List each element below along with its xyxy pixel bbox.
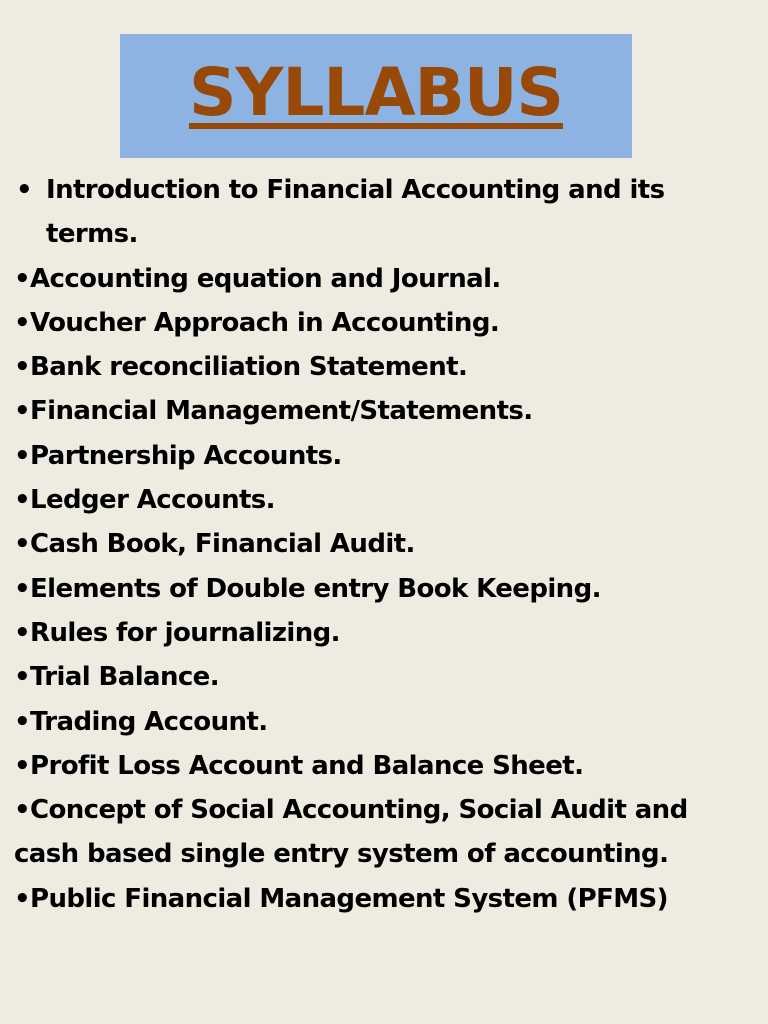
list-item-continuation: cash based single entry system of accounting.	[14, 839, 669, 870]
list-item: •Ledger Accounts.	[14, 485, 275, 516]
list-item: •Financial Management/Statements.	[14, 396, 533, 427]
list-item: •Bank reconciliation Statement.	[14, 352, 468, 383]
list-item: •Cash Book, Financial Audit.	[14, 529, 415, 560]
list-item: •Accounting equation and Journal.	[14, 263, 501, 294]
list-item	[14, 168, 758, 257]
list-item: •Profit Loss Account and Balance Sheet.	[14, 750, 584, 781]
list-item: •Concept of Social Accounting, Social Audit and	[14, 795, 688, 826]
list-item: •Rules for journalizing.	[14, 617, 340, 648]
list-item: •Public Financial Management System (PFMS)	[14, 883, 668, 914]
list-item: •Elements of Double entry Book Keeping.	[14, 573, 601, 604]
list-item-text: Introduction to Financial Accounting and its terms.	[46, 175, 665, 250]
page-title: SYLLABUS	[189, 54, 563, 131]
bullet-icon: •	[16, 175, 33, 205]
syllabus-list	[14, 168, 758, 921]
title-banner	[120, 34, 632, 158]
list-item: •Trial Balance.	[14, 662, 219, 693]
list-item: •Voucher Approach in Accounting.	[14, 307, 500, 338]
list-item: •Partnership Accounts.	[14, 440, 342, 471]
list-item: •Trading Account.	[14, 706, 268, 737]
